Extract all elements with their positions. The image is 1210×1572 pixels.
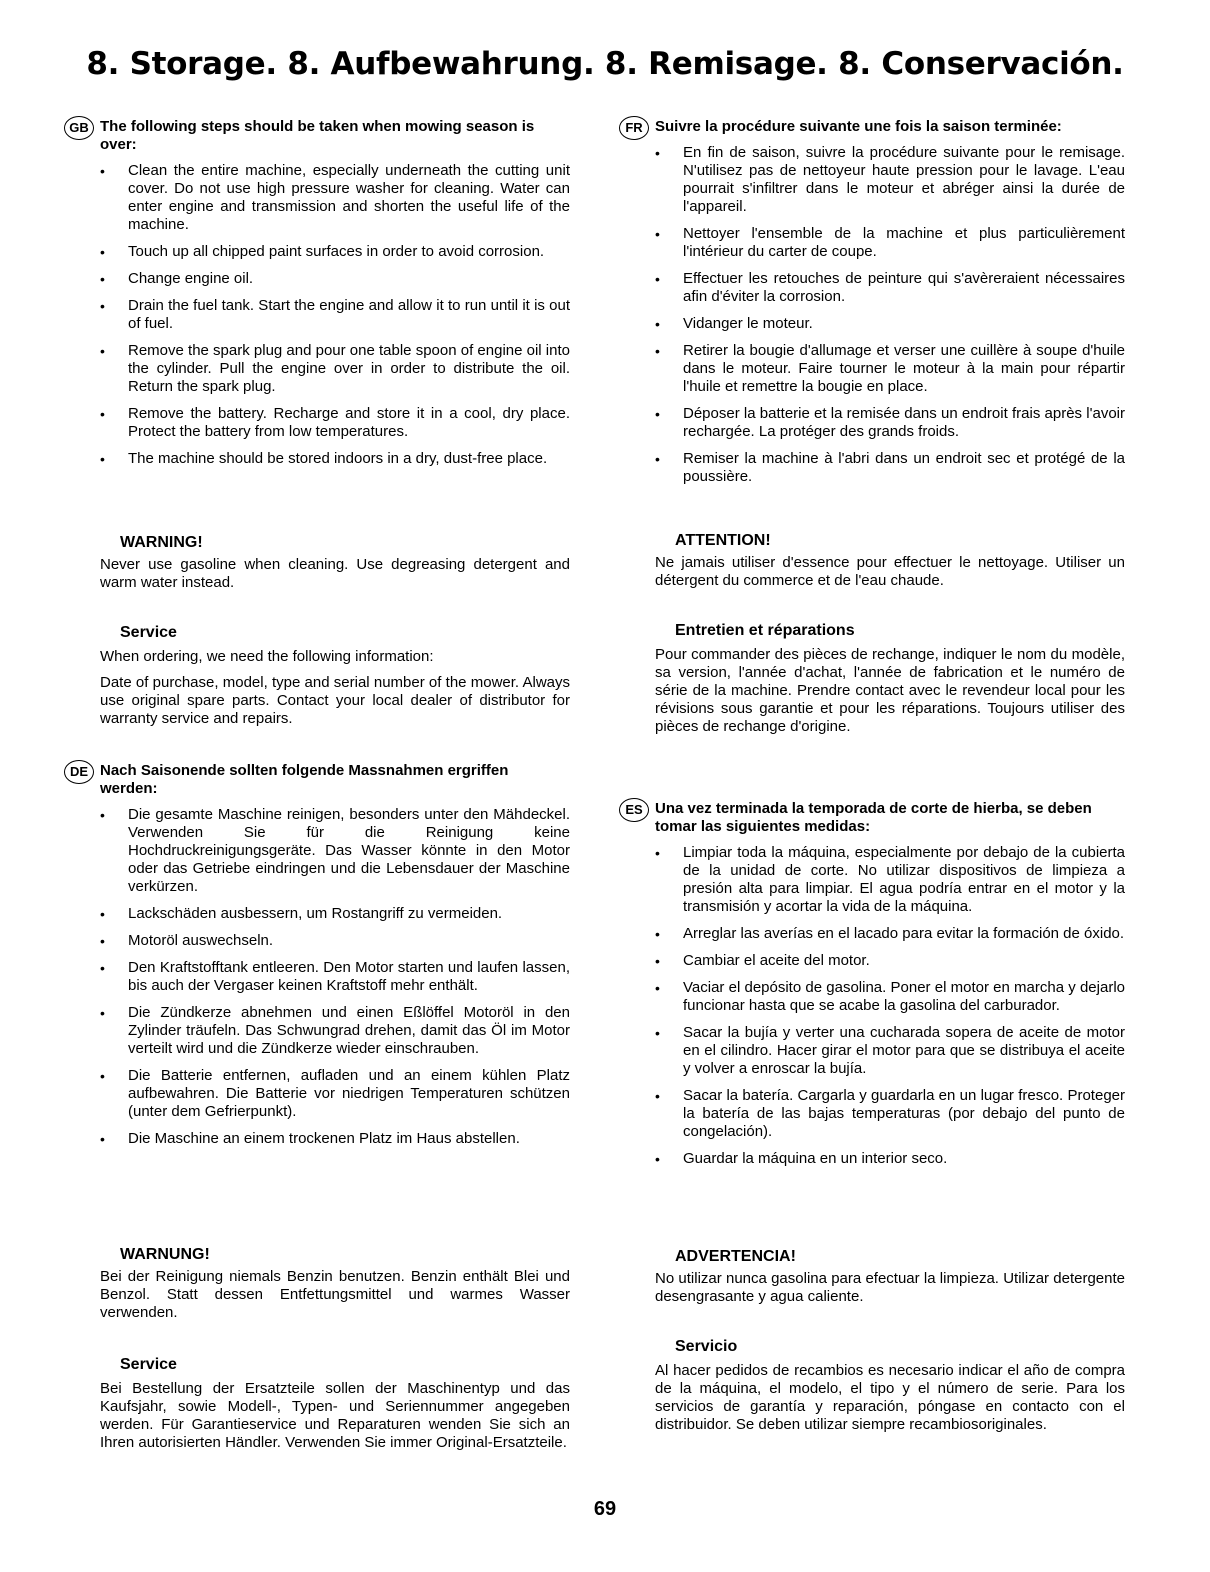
list-item: • Limpiar toda la máquina, especialmente por debajo de la cubierta de la unidad de corte. No utilizar dispositivos de limpieza a presión alta para limpiar. El agua podría entrar en el motor y la transmisión y acortar la vida de la máquina.: [683, 844, 1125, 916]
list-item: • Touch up all chipped paint surfaces in order to avoid corrosion.: [128, 243, 570, 261]
section-gb: [69, 118, 570, 477]
list-item: • Arreglar las averías en el lacado para evitar la formación de óxido.: [683, 925, 1125, 943]
list-item: • Effectuer les retouches de peinture qui s'avèreraient nécessaires afin d'éviter la corrosion.: [683, 270, 1125, 306]
gb-service-text-2: Date of purchase, model, type and serial number of the mower. Always use original spare parts. Contact your local dealer of distributor for warranty service and repairs.: [100, 674, 570, 727]
fr-heading-text: Suivre la procédure suivante une fois la saison terminée:: [655, 118, 1062, 135]
list-item: • Nettoyer l'ensemble de la machine et plus particulièrement l'intérieur du carter de coupe.: [683, 225, 1125, 261]
fr-warning-title: ATTENTION!: [675, 532, 771, 549]
section-es: [625, 800, 1125, 1177]
es-steps-list: [655, 844, 1125, 1168]
list-item: • Motoröl auswechseln.: [128, 932, 570, 950]
es-warning-title: ADVERTENCIA!: [675, 1248, 796, 1265]
de-service-text: Bei Bestellung der Ersatzteile sollen der Maschinentyp und das Kaufsjahr, sowie Modell-, Typen- und Seriennummer angegeben werden. Für Garantieservice und Reparaturen wenden Sie sich an Ihren autorisierten Händler. Verwenden Sie immer Original-Ersatzteile.: [100, 1380, 570, 1451]
fr-warning-text: Ne jamais utiliser d'essence pour effectuer le nettoyage. Utiliser un détergent du commerce et de l'eau chaude.: [655, 554, 1125, 589]
fr-service-title: Entretien et réparations: [675, 622, 855, 639]
list-item: • Remove the spark plug and pour one table spoon of engine oil into the cylinder. Pull the engine over in order to distribute the oil. Return the spark plug.: [128, 342, 570, 396]
list-item: • Vaciar el depósito de gasolina. Poner el motor en marcha y dejarlo funcionar hasta que se acabe la gasolina del carburador.: [683, 979, 1125, 1015]
gb-heading-text: The following steps should be taken when mowing season is over:: [100, 118, 535, 153]
page-number: 69: [593, 1498, 617, 1520]
fr-warning: [655, 532, 1125, 590]
list-item: • Sacar la bujía y verter una cucharada sopera de aceite de motor en el cilindro. Hacer girar el motor para que se distribuya el aceite y volver a enroscar la bujía.: [683, 1024, 1125, 1078]
list-item: • Sacar la batería. Cargarla y guardarla en un lugar fresco. Proteger la batería de las bajas temperaturas (por debajo del punto de congelación).: [683, 1087, 1125, 1141]
de-warning-text: Bei der Reinigung niemals Benzin benutzen. Benzin enthält Blei und Benzol. Statt dessen Entfettungsmittel und warmes Wasser verwenden.: [100, 1268, 570, 1321]
fr-steps-list: [655, 144, 1125, 486]
gb-steps-list: [100, 162, 570, 468]
fr-language-badge: FR: [619, 116, 649, 140]
de-language-badge: DE: [64, 760, 94, 784]
de-heading: [69, 762, 570, 798]
fr-service: [655, 622, 1125, 736]
de-service-title: Service: [120, 1356, 177, 1373]
gb-service: [100, 624, 570, 728]
es-service-title: Servicio: [675, 1338, 738, 1355]
fr-service-text: Pour commander des pièces de rechange, indiquer le nom du modèle, sa version, l'année d'achat, l'année de fabrication et le numéro de série de la machine. Prendre contact avec le revendeur local pour les révisions sous garantie et pour les réparations. Toujours utiliser des pièces de rechange d'origine.: [655, 646, 1125, 735]
list-item: • Die Maschine an einem trockenen Platz im Haus abstellen.: [128, 1130, 570, 1148]
es-language-badge: ES: [619, 798, 649, 822]
es-heading: [625, 800, 1125, 836]
es-warning: [655, 1248, 1125, 1306]
fr-heading: [625, 118, 1125, 136]
gb-service-text-1: When ordering, we need the following information:: [100, 648, 434, 665]
es-service: [655, 1338, 1125, 1434]
list-item: • Drain the fuel tank. Start the engine and allow it to run until it is out of fuel.: [128, 297, 570, 333]
list-item: • Change engine oil.: [128, 270, 570, 288]
list-item: • Déposer la batterie et la remisée dans un endroit frais après l'avoir rechargée. La protéger des grands froids.: [683, 405, 1125, 441]
de-heading-text: Nach Saisonende sollten folgende Massnahmen ergriffen werden:: [100, 762, 509, 797]
list-item: • Lackschäden ausbessern, um Rostangriff zu vermeiden.: [128, 905, 570, 923]
list-item: • Retirer la bougie d'allumage et verser une cuillère à soupe d'huile dans le moteur. Faire tourner le moteur à la main pour répartir l'huile et remettre la bougie en place.: [683, 342, 1125, 396]
list-item: • Den Kraftstofftank entleeren. Den Motor starten und laufen lassen, bis auch der Vergaser keinen Kraftstoff mehr enthält.: [128, 959, 570, 995]
list-item: • Vidanger le moteur.: [683, 315, 1125, 333]
section-de: [69, 762, 570, 1157]
list-item: • Remove the battery. Recharge and store it in a cool, dry place. Protect the battery from low temperatures.: [128, 405, 570, 441]
list-item: • Remiser la machine à l'abri dans un endroit sec et protégé de la poussière.: [683, 450, 1125, 486]
list-item: • The machine should be stored indoors in a dry, dust-free place.: [128, 450, 570, 468]
list-item: • Clean the entire machine, especially underneath the cutting unit cover. Do not use high pressure washer for cleaning. Water can enter engine and transmission and shorten the useful life of the machine.: [128, 162, 570, 234]
gb-language-badge: GB: [64, 116, 94, 140]
list-item: • Die gesamte Maschine reinigen, besonders unter den Mähdeckel. Verwenden Sie für die Reinigung keine Hochdruckreinigungsgeräte. Das Wasser könnte in den Motor oder das Getriebe eindringen und die Lebensdauer der Maschine verkürzen.: [128, 806, 570, 896]
de-warning: [100, 1246, 570, 1322]
gb-heading: [69, 118, 570, 154]
es-heading-text: Una vez terminada la temporada de corte de hierba, se deben tomar las siguientes medidas:: [655, 800, 1092, 835]
gb-warning-title: WARNING!: [120, 534, 203, 551]
es-service-text: Al hacer pedidos de recambios es necesario indicar el año de compra de la máquina, el modelo, el tipo y el número de serie. Para los servicios de garantía y reparación, póngase en contacto con el distribuidor. Se deben utilizar siempre recambiosoriginales.: [655, 1362, 1125, 1433]
gb-warning-text: Never use gasoline when cleaning. Use degreasing detergent and warm water instead.: [100, 556, 570, 591]
gb-warning: [100, 534, 570, 592]
list-item: • Cambiar el aceite del motor.: [683, 952, 1125, 970]
es-warning-text: No utilizar nunca gasolina para efectuar la limpieza. Utilizar detergente desengrasante y agua caliente.: [655, 1270, 1125, 1305]
section-fr: [625, 118, 1125, 495]
page-title: 8. Storage. 8. Aufbewahrung. 8. Remisage. 8. Conservación.: [86, 46, 1124, 82]
de-service: [100, 1356, 570, 1452]
list-item: • Die Batterie entfernen, aufladen und an einem kühlen Platz aufbewahren. Die Batterie vor niedrigen Temperaturen schützen (unter dem Gefrierpunkt).: [128, 1067, 570, 1121]
de-steps-list: [100, 806, 570, 1148]
de-warning-title: WARNUNG!: [120, 1246, 210, 1263]
gb-service-title: Service: [120, 624, 177, 641]
list-item: • Die Zündkerze abnehmen und einen Eßlöffel Motoröl in den Zylinder träufeln. Das Schwungrad drehen, damit das Öl im Motor verteilt wird und die Zündkerze wieder einschrauben.: [128, 1004, 570, 1058]
list-item: • Guardar la máquina en un interior seco.: [683, 1150, 1125, 1168]
list-item: • En fin de saison, suivre la procédure suivante pour le remisage. N'utilisez pas de nettoyeur haute pression pour le lavage. L'eau pourrait s'infiltrer dans le moteur et abréger ainsi la durée de l'appareil.: [683, 144, 1125, 216]
